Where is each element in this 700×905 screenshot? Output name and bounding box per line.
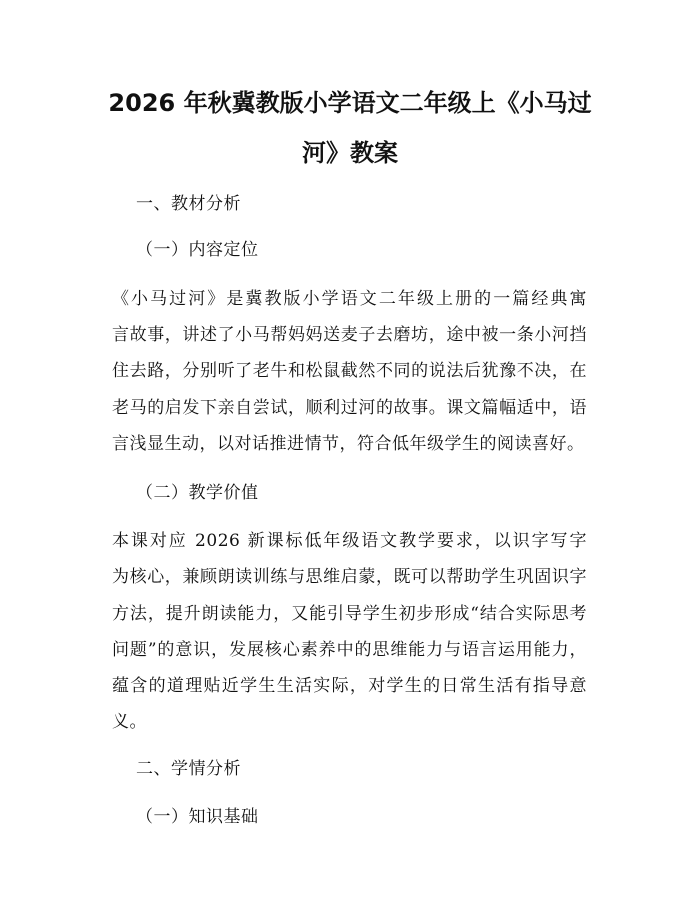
- subheading-teaching-value: （二）教学价值: [136, 483, 259, 503]
- paragraph-line: 住去路，分别听了老牛和松鼠截然不同的说法后犹豫不决，在: [112, 361, 587, 381]
- paragraph-line: 老马的启发下亲自尝试，顺利过河的故事。课文篇幅适中，语: [112, 398, 587, 418]
- paragraph-line: 义。: [112, 712, 147, 732]
- paragraph-line: 本课对应 2026 新课标低年级语文教学要求，以识字写字: [112, 531, 587, 551]
- paragraph-line: 《小马过河》是冀教版小学语文二年级上册的一篇经典寓: [112, 289, 587, 309]
- section-heading-textbook-analysis: 一、教材分析: [136, 194, 241, 214]
- section-heading-learner-analysis: 二、学情分析: [136, 759, 241, 779]
- paragraph-line: 方法，提升朗读能力，又能引导学生初步形成“结合实际思考: [112, 604, 587, 624]
- document-title: [95, 78, 605, 178]
- subheading-content-positioning: （一）内容定位: [136, 240, 259, 260]
- paragraph-line: 为核心，兼顾朗读训练与思维启蒙，既可以帮助学生巩固识字: [112, 567, 587, 587]
- paragraph-line: 问题”的意识，发展核心素养中的思维能力与语言运用能力，: [112, 640, 587, 660]
- paragraph-line: 蕴含的道理贴近学生生活实际，对学生的日常生活有指导意: [112, 676, 587, 696]
- paragraph-line: 言浅显生动，以对话推进情节，符合低年级学生的阅读喜好。: [112, 434, 585, 454]
- title-line-2: 河》教案: [302, 139, 398, 167]
- paragraph-line: 言故事，讲述了小马帮妈妈送麦子去磨坊，途中被一条小河挡: [112, 325, 587, 345]
- title-line-1: 2026 年秋冀教版小学语文二年级上《小马过: [108, 89, 592, 117]
- subheading-knowledge-foundation: （一）知识基础: [136, 807, 259, 827]
